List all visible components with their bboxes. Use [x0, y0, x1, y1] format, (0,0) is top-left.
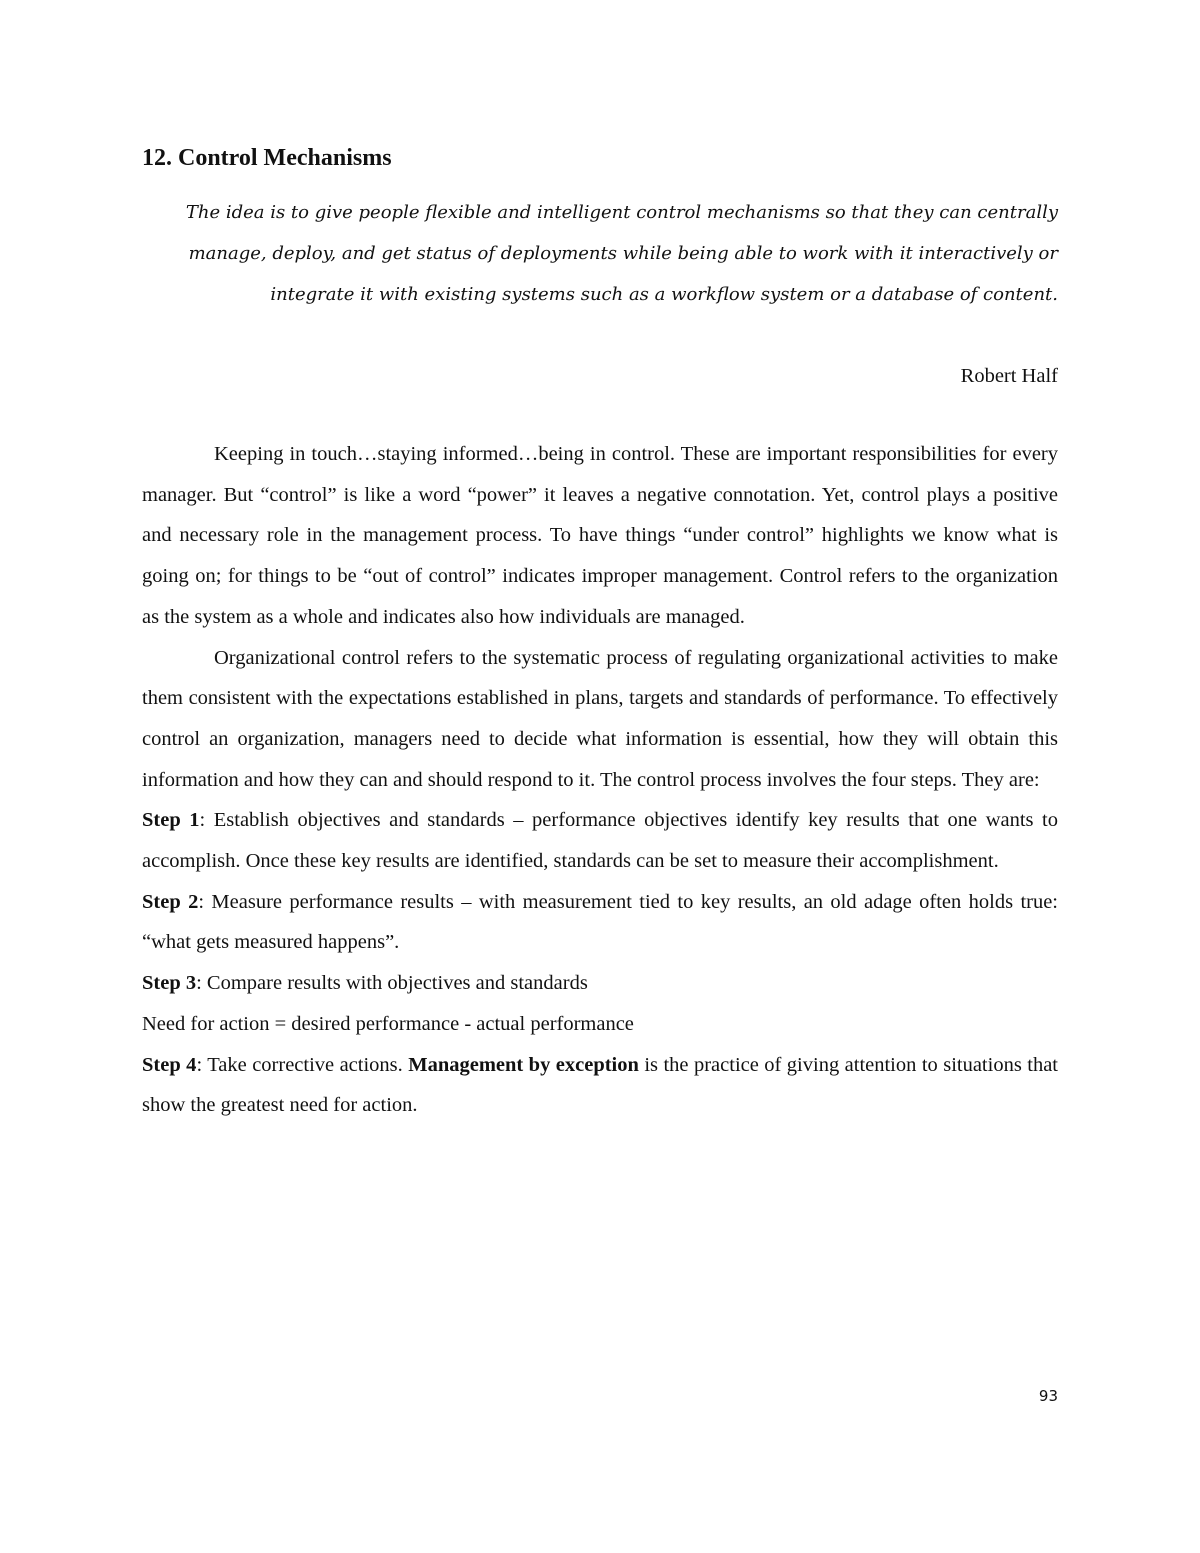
step-item	[142, 800, 1058, 881]
paragraph: Keeping in touch…staying informed…being in control. These are important responsibilities for every manager. But “control” is like a word “power” it leaves a negative connotation. Yet, control plays a positive and necessary role in the management process. To have things “under control” highlights we know what is going on; for things to be “out of control” indicates improper management. Control refers to the organization as the system as a whole and indicates also how individuals are managed.	[142, 443, 1058, 628]
step-item	[142, 963, 1058, 1004]
epigraph-author: Robert Half	[960, 365, 1058, 387]
step-label: Step 1	[142, 809, 200, 832]
step-text: : Measure performance results – with measurement tied to key results, an old adage often holds true: “what gets measured happens”.	[142, 890, 1059, 954]
step-text: : Establish objectives and standards – performance objectives identify key results that one wants to accomplish. Once these key results are identified, standards can be set to measure their accomplishment.	[142, 809, 1059, 873]
step-text: : Compare results with objectives and standards	[196, 972, 588, 995]
body-text	[142, 434, 1058, 1126]
formula-line: Need for action = desired performance - actual performance	[142, 1012, 634, 1035]
bold-term: Management by exception	[408, 1053, 639, 1076]
step-item	[142, 1045, 1058, 1126]
section-heading: 12. Control Mechanisms	[142, 145, 392, 171]
step-text: : Take corrective actions.	[196, 1053, 409, 1076]
step-text: is the practice of giving attention to situations that show the greatest need for action.	[142, 1053, 1058, 1117]
epigraph-quote: The idea is to give people flexible and intelligent control mechanisms so that they can centrally manage, deploy, and get status of deployments while being able to work with it interactively or integrate it with existing systems such as a workflow system or a database of content.	[185, 202, 1058, 305]
page-number: 93	[1038, 1387, 1058, 1405]
step-label: Step 2	[142, 890, 199, 913]
document-page	[142, 0, 1058, 1553]
step-label: Step 4	[142, 1053, 197, 1076]
paragraph: Organizational control refers to the systematic process of regulating organizational activities to make them consistent with the expectations established in plans, targets and standards of performance. To effectively control an organization, managers need to decide what information is essential, how they will obtain this information and how they can and should respond to it. The control process involves the four steps. They are:	[142, 646, 1058, 791]
step-label: Step 3	[142, 972, 197, 995]
step-item	[142, 882, 1058, 963]
